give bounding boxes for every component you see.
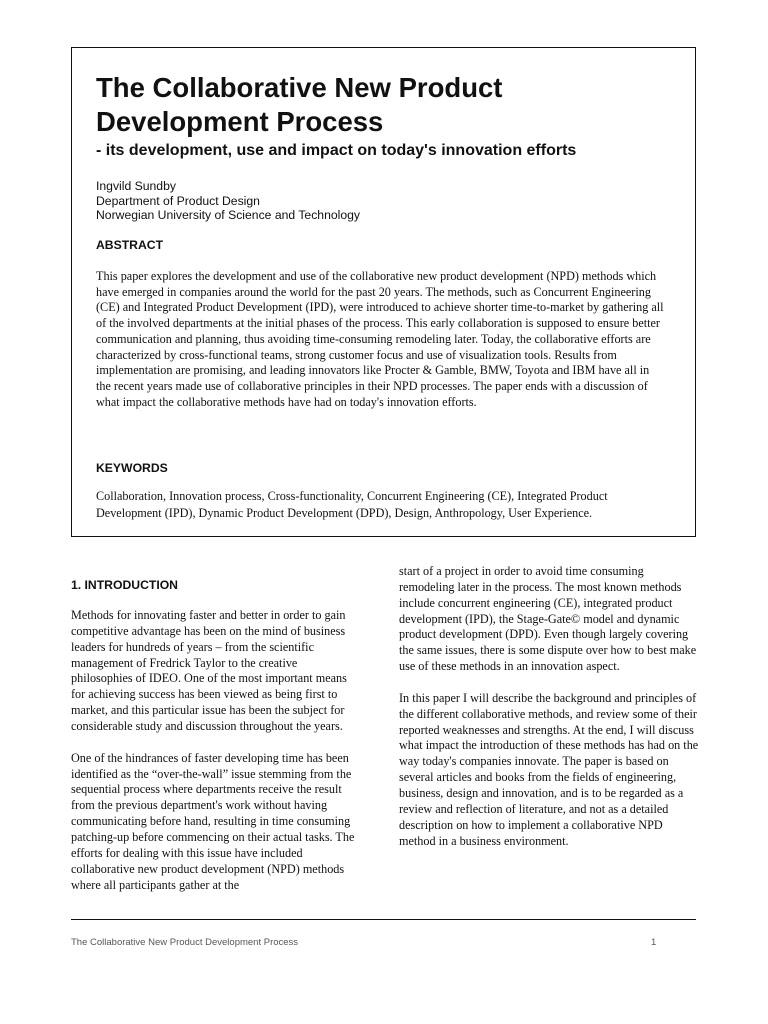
keywords-text: Collaboration, Innovation process, Cross-functionality, Concurrent Engineering (CE), Integrated Product Development (IPD), Dynamic Product Development (DPD), Design, Anthropology, User Experience. [96,489,608,520]
paper-title: The Collaborative New Product Development Process [96,72,503,137]
author-department: Department of Product Design [96,193,260,208]
intro-paragraph-1: Methods for innovating faster and better in order to gain competitive advantage has been on the mind of business leaders for hundreds of years – from the scientific management of Fredrick Taylor to the creative philosophies of IDEO. One of the most important means for achieving success has been viewed as being first to market, and this particular issue has been the subject for considerable study and discussion throughout the years. [71,608,347,733]
footer-running-title: The Collaborative New Product Development Process [71,937,299,948]
introduction-heading: 1. INTRODUCTION [71,578,178,592]
abstract-heading: ABSTRACT [96,238,164,252]
title-box [71,47,696,537]
author-name: Ingvild Sundby [96,179,176,193]
author-university: Norwegian University of Science and Technology [96,208,360,223]
abstract-text: This paper explores the development and use of the collaborative new product development (NPD) methods which have emerged in companies around the world for the past 20 years. The methods, such as Concurrent Engineering (CE) and Integrated Product Development (IPD), were introduced to achieve shorter time-to-market by gathering all of the involved departments at the initial phases of the process. This early collaboration is supposed to ensure better communication and planning, thus avoiding time-consuming remodeling later. Today, the collaborative efforts are characterized by cross-functional teams, strong customer focus and use of visualization tools. Results from implementation are promising, and leading innovators like Procter & Gamble, BMW, Toyota and IBM have all in the recent years made use of collaborative principles in their NPD processes. The paper ends with a discussion of what impact the collaborative methods have had on today's innovation efforts. [96,269,664,409]
page-number: 1 [651,937,657,948]
footer-divider [71,919,696,920]
left-column [71,578,361,909]
keywords-heading: KEYWORDS [96,461,168,475]
author-block [96,179,360,223]
paper-subtitle: - its development, use and impact on today's innovation efforts [96,142,577,159]
intro-paragraph-4: In this paper I will describe the background and principles of the different collaborative methods, and review some of their reported weaknesses and strengths. At the end, I will discuss what impact the introduction of these methods has had on the way today's companies innovate. The paper is based on several articles and books from the fields of engineering, business, design and innovation, and is to be regarded as a review and reflection of literature, and not as a detailed description on how to implement a collaborative NPD method in a business environment. [399,690,699,848]
right-column [399,564,701,865]
intro-paragraph-2: One of the hindrances of faster developing time has been identified as the “over-the-wall” issue stemming from the sequential process where departments receive the result from the previous department's work without having communicating before hand, resulting in time consuming patching-up before commencing on their actual tasks. The efforts for dealing with this issue have included collaborative new product development (NPD) methods where all participants gather at the [71,750,355,892]
intro-paragraph-3: start of a project in order to avoid time consuming remodeling later in the process. The most known methods include concurrent engineering (CE), integrated product development (IPD), the Stage-Gate© model and dynamic product development (DPD). Even though largely covering the same issues, there is some dispute over how to best make use of these methods in an innovation aspect. [399,564,697,674]
